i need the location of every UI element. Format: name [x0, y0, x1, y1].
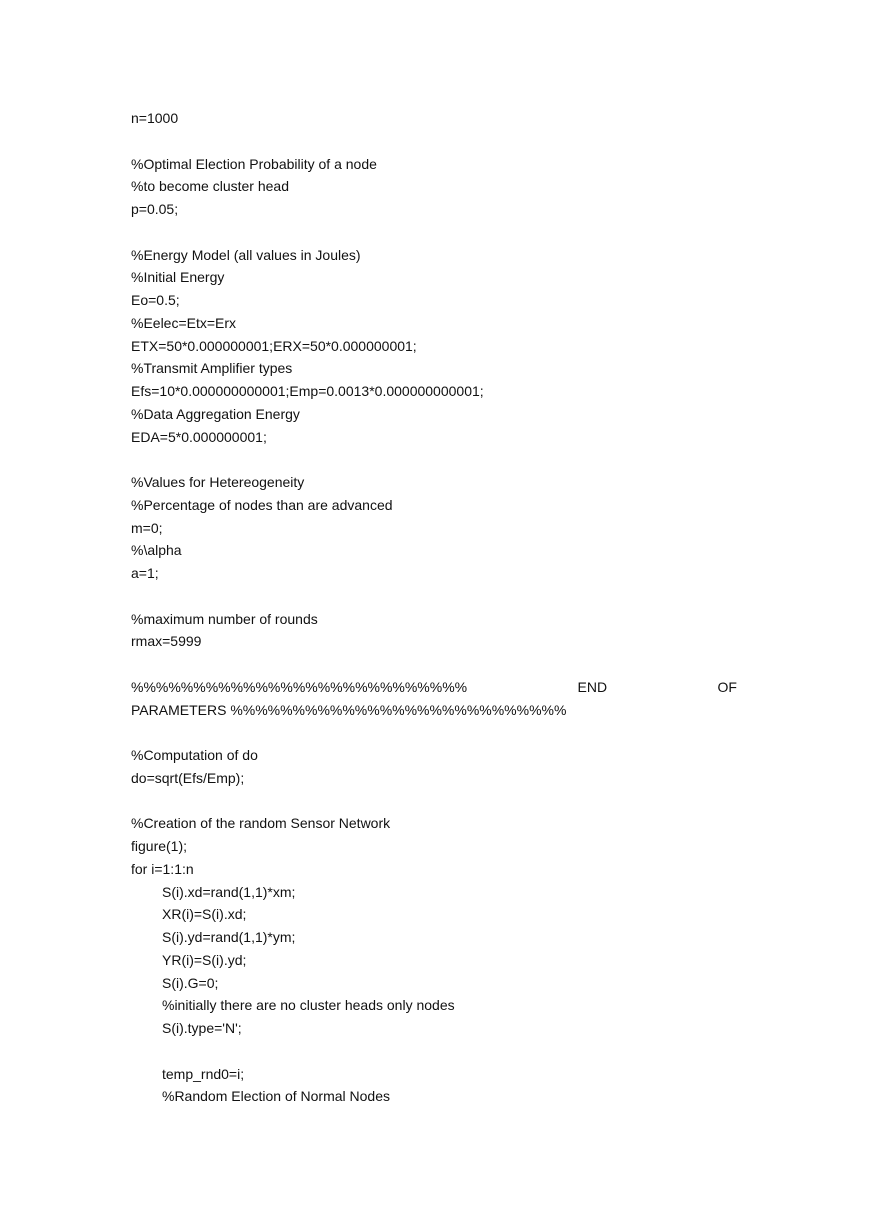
code-line: S(i).xd=rand(1,1)*xm; — [162, 883, 296, 900]
code-line: %Percentage of nodes than are advanced — [131, 496, 393, 513]
code-line: EDA=5*0.000000001; — [131, 428, 267, 445]
banner-percent-run: %%%%%%%%%%%%%%%%%%%%%%%%%%% — [131, 678, 468, 695]
blank-line — [131, 1040, 741, 1063]
code-line: %Initial Energy — [131, 269, 225, 286]
code-line: S(i).G=0; — [162, 974, 219, 991]
blank-line — [131, 448, 741, 471]
code-line: PARAMETERS %%%%%%%%%%%%%%%%%%%%%%%%%%% — [131, 701, 567, 718]
blank-line — [131, 221, 741, 244]
code-line: %initially there are no cluster heads only nodes — [162, 997, 455, 1014]
code-line: do=sqrt(Efs/Emp); — [131, 769, 245, 786]
code-line: %Computation of do — [131, 747, 258, 763]
code-line: %Eelec=Etx=Erx — [131, 314, 237, 331]
code-line: figure(1); — [131, 838, 188, 854]
blank-line — [131, 721, 741, 744]
code-line: p=0.05; — [131, 201, 179, 217]
code-line: %Values for Hetereogeneity — [131, 474, 305, 490]
code-line: temp_rnd0=i; — [162, 1065, 245, 1082]
code-line: S(i).type='N'; — [162, 1020, 242, 1036]
code-line: rmax=5999 — [131, 633, 202, 650]
blank-line — [131, 790, 741, 813]
code-line: ETX=50*0.000000001;ERX=50*0.000000001; — [131, 337, 417, 354]
code-line: %Data Aggregation Energy — [131, 405, 300, 422]
code-line: for i=1:1:n — [131, 860, 194, 877]
code-line: %\alpha — [131, 542, 182, 559]
code-line: %to become cluster head — [131, 178, 289, 195]
code-listing — [131, 107, 741, 1108]
banner-end-word: END — [577, 678, 608, 695]
code-line: S(i).yd=rand(1,1)*ym; — [162, 929, 296, 945]
code-line: %maximum number of rounds — [131, 610, 318, 627]
code-line: a=1; — [131, 565, 159, 581]
banner-of-word: OF — [717, 678, 737, 695]
code-line: %Optimal Election Probability of a node — [131, 155, 377, 172]
blank-line — [131, 653, 741, 676]
blank-line — [131, 130, 741, 153]
code-line: n=1000 — [131, 110, 179, 126]
end-of-parameters-banner — [131, 676, 737, 699]
code-line: m=0; — [131, 519, 163, 536]
code-line: %Transmit Amplifier types — [131, 360, 293, 377]
code-line: %Energy Model (all values in Joules) — [131, 246, 361, 263]
code-line: Efs=10*0.000000000001;Emp=0.0013*0.000000000001; — [131, 383, 484, 399]
code-line: YR(i)=S(i).yd; — [162, 951, 247, 968]
code-line: Eo=0.5; — [131, 292, 180, 308]
code-line: %Random Election of Normal Nodes — [162, 1088, 390, 1105]
blank-line — [131, 585, 741, 608]
code-line: XR(i)=S(i).xd; — [162, 906, 247, 923]
code-line: %Creation of the random Sensor Network — [131, 815, 391, 832]
